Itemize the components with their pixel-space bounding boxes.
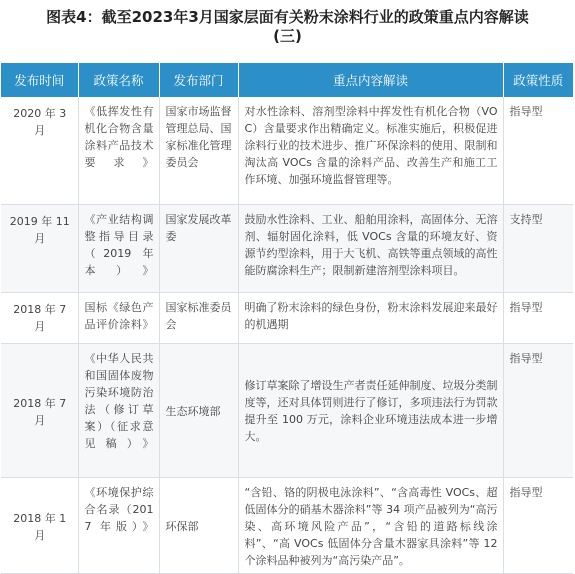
row-date: 2018 年 1 月 [1,477,78,573]
row-content: 修订草案除了增设生产者责任延伸制度、垃圾分类制度等，还对具体罚则进行了修订，多项违法行为罚款提升至 100 万元，涂料企业环境违法成本进一步增大。 [238,343,503,477]
row-type: 支持型 [503,204,573,292]
row-content: 鼓励水性涂料、工业、船舶用涂料，高固体分、无溶剂、辐射固化涂料，低 VOCs 含量的环境友好、资源节约型涂料，用于大飞机、高铁等重点领域的高性能防腐涂料生产；限制新建溶剂型涂料项目。 [238,204,503,292]
header-policy-type: 政策性质 [503,63,573,97]
policy-table [1,63,573,574]
table-row [1,292,573,343]
row-policy-name: 《环境保护综合名录（2017 年版）》 [78,477,159,573]
row-policy-name: 《低挥发性有机化合物含量涂料产品技术要求》 [78,97,159,204]
row-type: 指导型 [503,292,573,343]
row-department: 环保部 [159,477,238,573]
table-row [1,343,573,477]
title-line-2: (三) [273,27,302,45]
header-department: 发布部门 [159,63,238,97]
row-content: 对水性涂料、溶剂型涂料中挥发性有机化合物（VOC）含量要求作出精确定义。标准实施后，积极促进涂料行业的技术进步、推广环保涂料的使用、限制和淘汰高 VOCs 含量的涂料产品、改善生产和施工工作环境、加强环境监督管理等。 [238,97,503,204]
row-department: 国家发展改革委 [159,204,238,292]
row-type: 指导型 [503,343,573,477]
header-policy-name: 政策名称 [78,63,159,97]
row-type: 指导型 [503,97,573,204]
header-key-content: 重点内容解读 [238,63,503,97]
row-type: 指导型 [503,477,573,573]
row-date: 2018 年 7 月 [1,343,78,477]
row-content: “含铅、铬的阴极电泳涂料”、“含高毒性 VOCs、超低固体分的硝基木器涂料”等 34 项产品被列为“高污染、高环境风险产品”，“含铅的道路标线涂料”、“高 VOCs 低固体分含量木器家具涂料”等 12 个涂料品种被列为“高污染产品”。 [238,477,503,573]
table-row [1,204,573,292]
table-header-row [1,63,573,97]
row-policy-name: 《产业结构调整指导目录（2019 年本）》 [78,204,159,292]
table-row [1,97,573,204]
row-date: 2020 年 3 月 [1,97,78,204]
row-policy-name: 《中华人民共和国固体废物污染环境防治法（修订草案）（征求意见稿）》 [78,343,159,477]
row-department: 国家市场监督管理总局、国家标准化管理委员会 [159,97,238,204]
header-date: 发布时间 [1,63,78,97]
table-row [1,477,573,573]
row-content: 明确了粉末涂料的绿色身份，粉末涂料发展迎来最好的机遇期 [238,292,503,343]
row-date: 2019 年 11 月 [1,204,78,292]
row-department: 生态环境部 [159,343,238,477]
title-line-1: 图表4：截至2023年3月国家层面有关粉末涂料行业的政策重点内容解读 [46,8,529,26]
row-date: 2018 年 7 月 [1,292,78,343]
row-department: 国家标准委员会 [159,292,238,343]
page-title [0,0,575,50]
row-policy-name: 国标《绿色产品评价涂料》 [78,292,159,343]
